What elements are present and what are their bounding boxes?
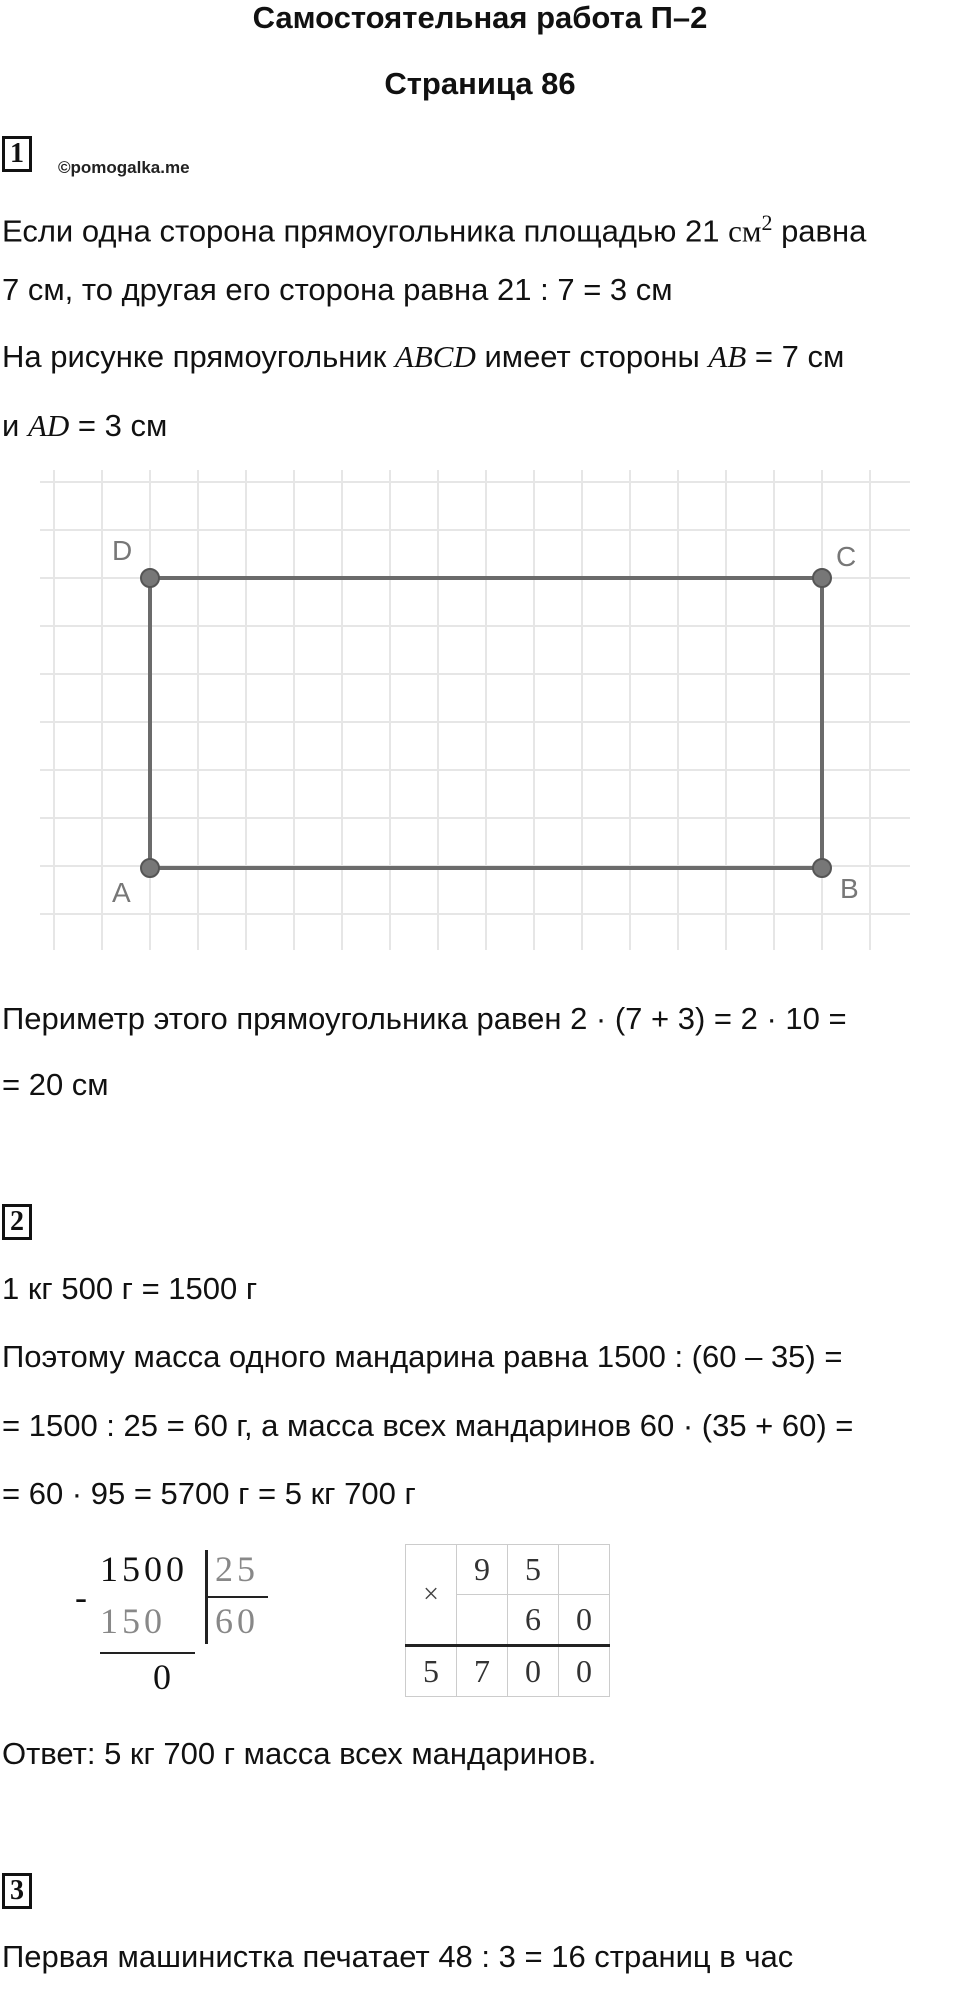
mult-cell: 0 xyxy=(559,1595,610,1646)
task1-line-1 xyxy=(2,203,866,251)
task3-line-1: Первая машинистка печатает 48 : 3 = 16 страниц в час xyxy=(2,1939,794,1974)
division-subtrahend: 150 xyxy=(100,1601,166,1641)
task2-line-4: = 60 · 95 = 5700 г = 5 кг 700 г xyxy=(2,1476,416,1511)
mult-result-cell: 7 xyxy=(457,1646,508,1697)
task1-line-3 xyxy=(2,337,844,377)
division-remainder: 0 xyxy=(153,1657,175,1697)
task1-text: равна xyxy=(772,213,867,249)
division-underline xyxy=(100,1652,195,1654)
task-number-3: 3 xyxy=(2,1873,32,1909)
page-number: Страница 86 xyxy=(384,66,576,101)
task2-line-3: = 1500 : 25 = 60 г, а масса всех мандаринов 60 · (35 + 60) = xyxy=(2,1408,854,1443)
column-multiplication xyxy=(405,1544,610,1697)
task1-text: = 3 см xyxy=(69,408,168,443)
mult-result-cell: 0 xyxy=(559,1646,610,1697)
document-title: Самостоятельная работа П–2 xyxy=(252,0,708,35)
mult-cell xyxy=(559,1545,610,1595)
point-d xyxy=(141,569,159,587)
task1-line-2: 7 см, то другая его сторона равна 21 : 7 = 3 см xyxy=(2,272,673,307)
task-number-2: 2 xyxy=(2,1204,32,1240)
point-a xyxy=(141,859,159,877)
division-minus: - xyxy=(75,1577,91,1617)
task1-unit-exponent: 2 xyxy=(761,210,773,235)
point-c xyxy=(813,569,831,587)
label-d: D xyxy=(112,535,133,566)
multiplication-sign: × xyxy=(406,1545,457,1646)
division-divisor-line xyxy=(208,1596,268,1598)
division-divisor: 25 xyxy=(215,1549,259,1589)
rectangle-name: ABCD xyxy=(394,339,476,374)
mult-cell: 9 xyxy=(457,1545,508,1595)
task1-unit: см xyxy=(728,213,762,249)
task1-perimeter-line-1: Периметр этого прямоугольника равен 2 · (7 + 3) = 2 · 10 = xyxy=(2,1001,847,1036)
side-ab-name: AB xyxy=(708,339,747,374)
mult-cell: 6 xyxy=(508,1595,559,1646)
mult-result-cell: 5 xyxy=(406,1646,457,1697)
task2-answer: Ответ: 5 кг 700 г масса всех мандаринов. xyxy=(2,1736,597,1771)
task1-perimeter-line-2: = 20 см xyxy=(2,1067,109,1102)
task2-line-1: 1 кг 500 г = 1500 г xyxy=(2,1271,258,1306)
task1-text: и xyxy=(2,408,28,443)
task1-text: На рисунке прямоугольник xyxy=(2,339,395,374)
label-b: B xyxy=(840,873,859,904)
label-a: A xyxy=(112,877,131,908)
task-number-1: 1 xyxy=(2,136,32,172)
grid-lines xyxy=(40,470,910,950)
watermark: ©pomogalka.me xyxy=(58,158,190,177)
mult-cell xyxy=(457,1595,508,1646)
task1-line-4 xyxy=(2,406,167,446)
division-dividend: 1500 xyxy=(100,1549,188,1589)
task2-line-2: Поэтому масса одного мандарина равна 1500 : (60 – 35) = xyxy=(2,1339,843,1374)
label-c: C xyxy=(836,541,857,572)
mult-result-cell: 0 xyxy=(508,1646,559,1697)
task1-text: Если одна сторона прямоугольника площадью 21 xyxy=(2,213,729,249)
task1-text: = 7 см xyxy=(746,339,845,374)
rectangle-figure xyxy=(40,470,930,970)
side-ad-name: AD xyxy=(27,408,70,443)
point-b xyxy=(813,859,831,877)
task1-text: имеет стороны xyxy=(475,339,709,374)
mult-cell: 5 xyxy=(508,1545,559,1595)
division-quotient: 60 xyxy=(215,1601,259,1641)
long-division xyxy=(75,1548,295,1718)
